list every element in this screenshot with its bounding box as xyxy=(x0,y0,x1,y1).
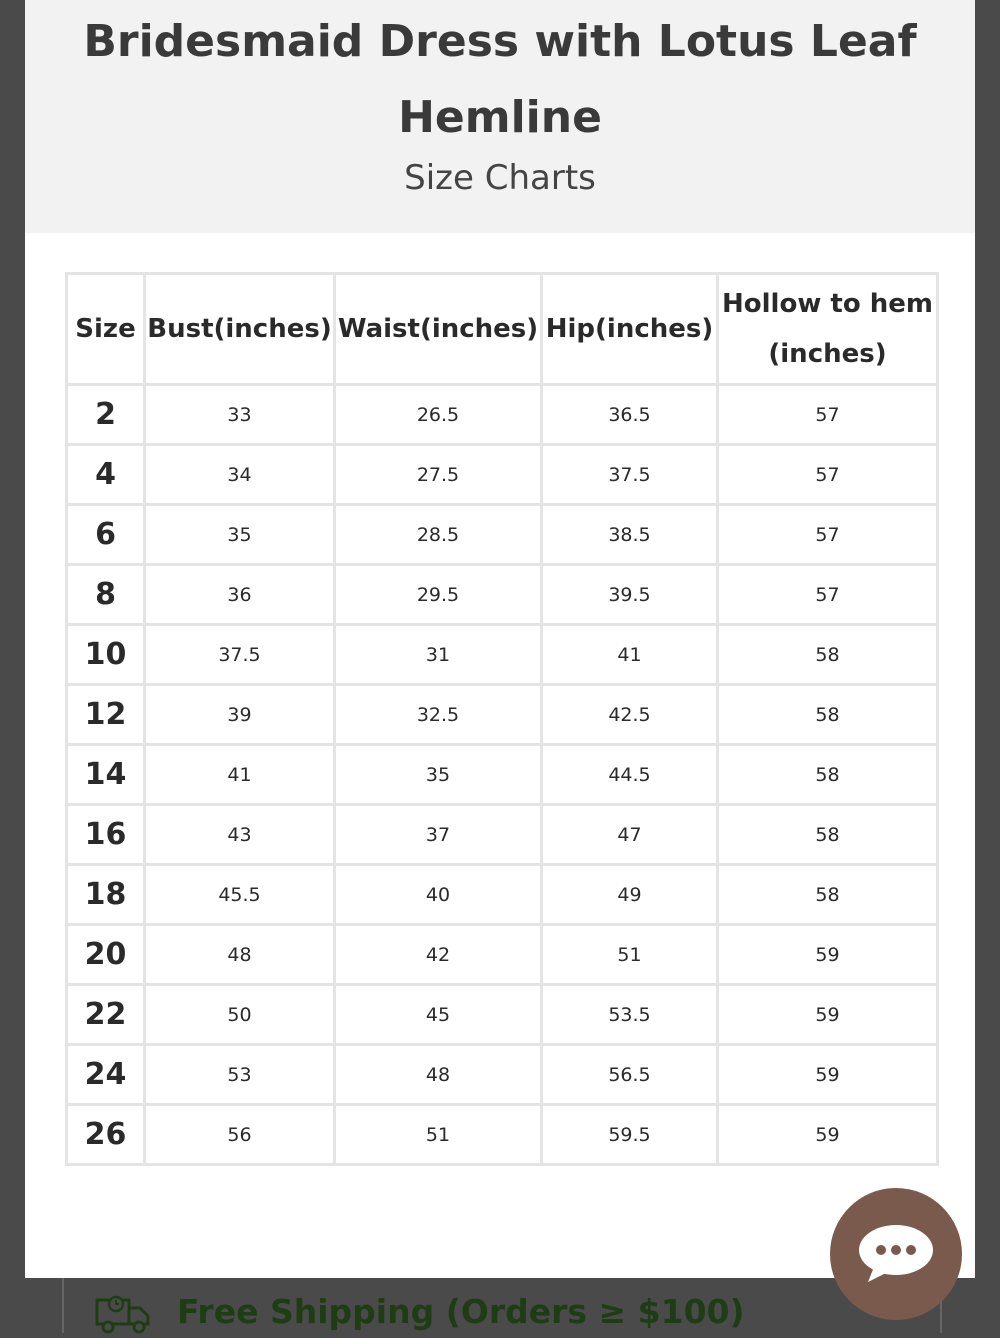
cell-hip: 38.5 xyxy=(542,505,718,565)
cell-hollow-to-hem: 57 xyxy=(718,565,938,625)
cell-hollow-to-hem: 57 xyxy=(718,385,938,445)
table-row xyxy=(67,445,938,505)
cell-hip: 41 xyxy=(542,625,718,685)
cell-bust: 53 xyxy=(145,1045,335,1105)
cell-hollow-to-hem: 58 xyxy=(718,805,938,865)
table-row xyxy=(67,925,938,985)
cell-bust: 35 xyxy=(145,505,335,565)
cell-waist: 27.5 xyxy=(335,445,542,505)
size-chart-table xyxy=(65,272,939,1166)
table-row xyxy=(67,505,938,565)
cell-hollow-to-hem: 59 xyxy=(718,985,938,1045)
table-header-row xyxy=(67,274,938,385)
cell-hollow-to-hem: 57 xyxy=(718,505,938,565)
modal-header xyxy=(25,0,975,233)
cell-size: 4 xyxy=(67,445,145,505)
size-chart-modal xyxy=(25,0,975,1278)
cell-size: 18 xyxy=(67,865,145,925)
cell-size: 26 xyxy=(67,1105,145,1165)
cell-waist: 42 xyxy=(335,925,542,985)
cell-bust: 39 xyxy=(145,685,335,745)
table-row xyxy=(67,745,938,805)
page-subtitle: Size Charts xyxy=(404,158,596,198)
cell-bust: 36 xyxy=(145,565,335,625)
cell-size: 6 xyxy=(67,505,145,565)
page-title: Bridesmaid Dress with Lotus Leaf Hemline xyxy=(83,16,917,143)
cell-size: 8 xyxy=(67,565,145,625)
cell-waist: 32.5 xyxy=(335,685,542,745)
cell-size: 14 xyxy=(67,745,145,805)
table-row xyxy=(67,1105,938,1165)
cell-hollow-to-hem: 57 xyxy=(718,445,938,505)
cell-hip: 44.5 xyxy=(542,745,718,805)
table-row xyxy=(67,385,938,445)
chat-bubble-icon xyxy=(858,1220,934,1290)
table-row xyxy=(67,985,938,1045)
cell-hollow-to-hem: 59 xyxy=(718,1045,938,1105)
cell-size: 12 xyxy=(67,685,145,745)
header-waist: Waist(inches) xyxy=(335,274,542,385)
shipping-banner xyxy=(62,1278,942,1333)
cell-bust: 41 xyxy=(145,745,335,805)
cell-hollow-to-hem: 58 xyxy=(718,625,938,685)
table-row xyxy=(67,865,938,925)
cell-hollow-to-hem: 59 xyxy=(718,1105,938,1165)
table-row xyxy=(67,565,938,625)
delivery-truck-icon xyxy=(94,1294,152,1338)
header-hip: Hip(inches) xyxy=(542,274,718,385)
cell-waist: 48 xyxy=(335,1045,542,1105)
cell-bust: 33 xyxy=(145,385,335,445)
cell-hip: 56.5 xyxy=(542,1045,718,1105)
cell-size: 22 xyxy=(67,985,145,1045)
cell-hollow-to-hem: 58 xyxy=(718,685,938,745)
cell-hip: 39.5 xyxy=(542,565,718,625)
cell-hollow-to-hem: 59 xyxy=(718,925,938,985)
cell-hip: 47 xyxy=(542,805,718,865)
cell-waist: 51 xyxy=(335,1105,542,1165)
cell-bust: 34 xyxy=(145,445,335,505)
cell-hip: 36.5 xyxy=(542,385,718,445)
cell-waist: 37 xyxy=(335,805,542,865)
table-row xyxy=(67,685,938,745)
cell-bust: 45.5 xyxy=(145,865,335,925)
free-shipping-text: Free Shipping (Orders ≥ $100) xyxy=(177,1292,745,1331)
header-bust: Bust(inches) xyxy=(145,274,335,385)
cell-bust: 50 xyxy=(145,985,335,1045)
table-row xyxy=(67,1045,938,1105)
cell-hip: 51 xyxy=(542,925,718,985)
cell-bust: 43 xyxy=(145,805,335,865)
cell-bust: 56 xyxy=(145,1105,335,1165)
cell-waist: 35 xyxy=(335,745,542,805)
cell-hollow-to-hem: 58 xyxy=(718,745,938,805)
cell-bust: 48 xyxy=(145,925,335,985)
cell-hip: 49 xyxy=(542,865,718,925)
cell-waist: 40 xyxy=(335,865,542,925)
cell-waist: 45 xyxy=(335,985,542,1045)
table-body xyxy=(67,385,938,1165)
table-row xyxy=(67,625,938,685)
cell-waist: 28.5 xyxy=(335,505,542,565)
cell-hip: 37.5 xyxy=(542,445,718,505)
cell-hip: 53.5 xyxy=(542,985,718,1045)
chat-button[interactable] xyxy=(830,1188,962,1320)
cell-size: 24 xyxy=(67,1045,145,1105)
cell-waist: 26.5 xyxy=(335,385,542,445)
cell-hip: 59.5 xyxy=(542,1105,718,1165)
table-row xyxy=(67,805,938,865)
cell-hip: 42.5 xyxy=(542,685,718,745)
header-hollow-to-hem: Hollow to hem (inches) xyxy=(718,274,938,385)
cell-size: 2 xyxy=(67,385,145,445)
cell-hollow-to-hem: 58 xyxy=(718,865,938,925)
cell-size: 10 xyxy=(67,625,145,685)
cell-waist: 29.5 xyxy=(335,565,542,625)
cell-bust: 37.5 xyxy=(145,625,335,685)
cell-size: 16 xyxy=(67,805,145,865)
cell-waist: 31 xyxy=(335,625,542,685)
cell-size: 20 xyxy=(67,925,145,985)
header-size: Size xyxy=(67,274,145,385)
